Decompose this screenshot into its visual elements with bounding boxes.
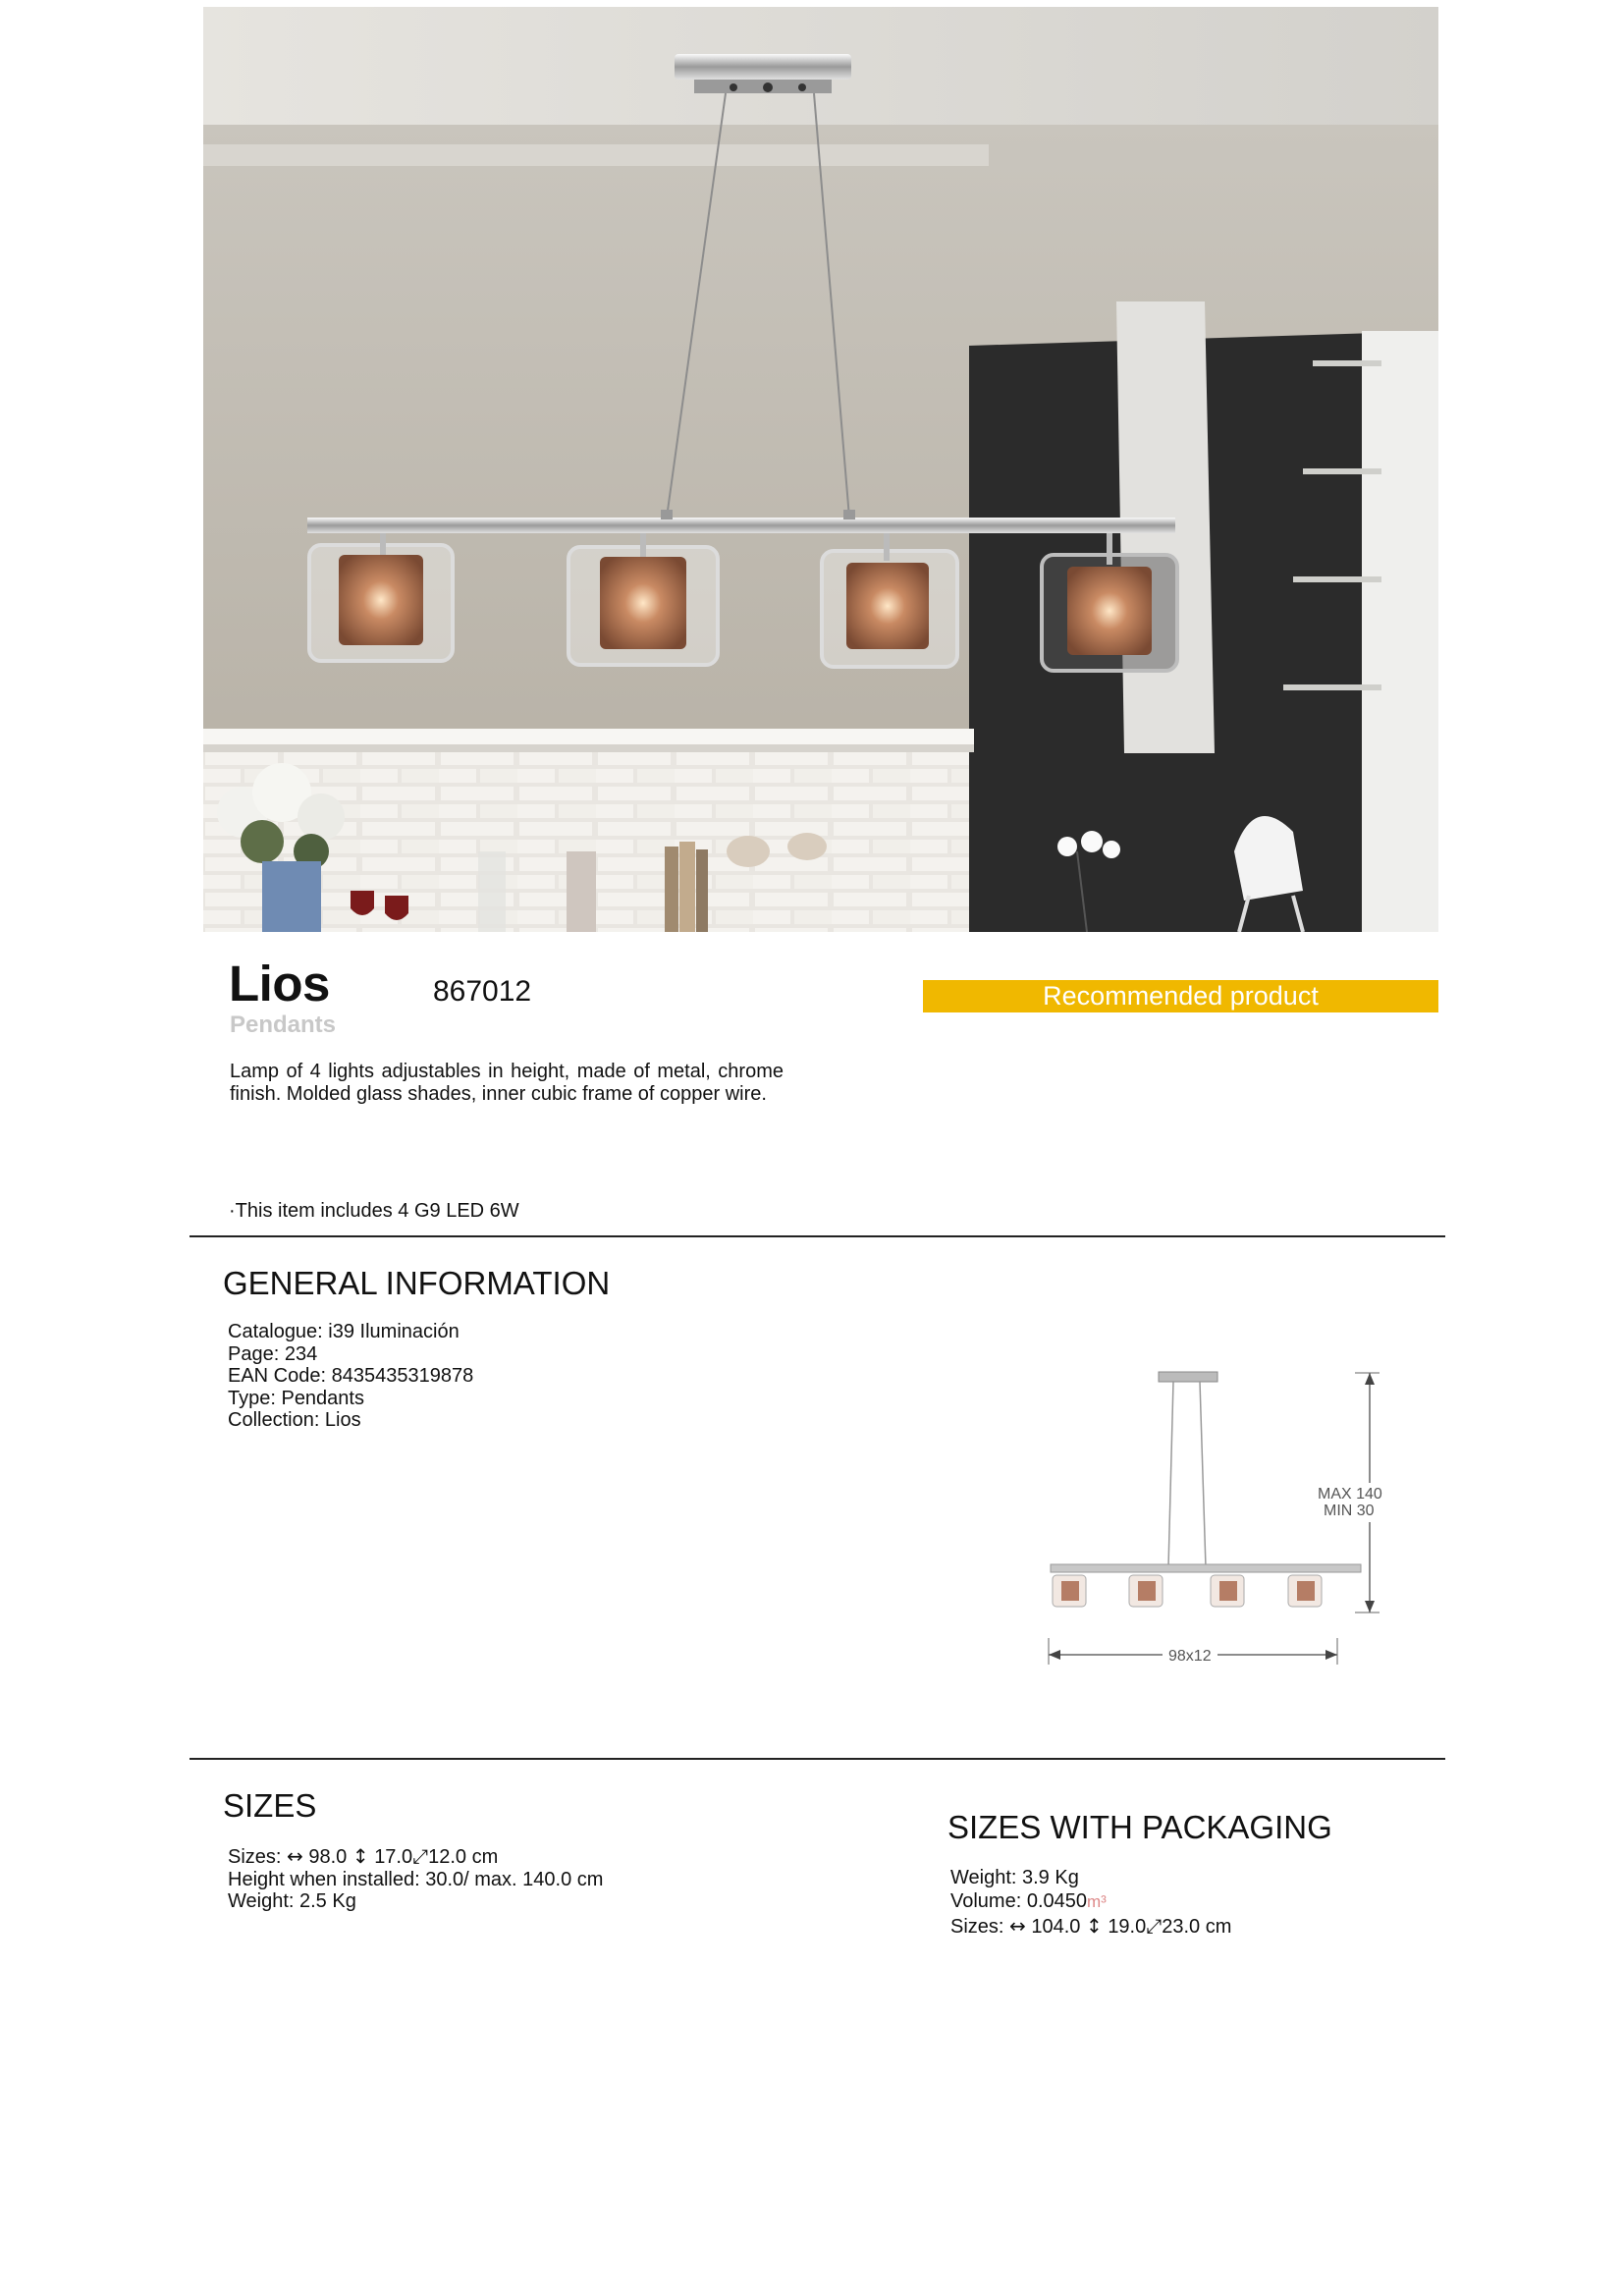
page-line: Page: 234 xyxy=(228,1342,318,1365)
product-name: Lios xyxy=(229,956,330,1011)
installed-height-line: Height when installed: 30.0/ max. 140.0 cm xyxy=(228,1868,604,1890)
height-value: 19.0 xyxy=(1108,1916,1147,1938)
width-depth-label: 98x12 xyxy=(1168,1648,1212,1665)
collection-line: Collection: Lios xyxy=(228,1409,361,1431)
packaging-sizes-line xyxy=(950,1914,1231,1939)
packaging-weight-line: Weight: 3.9 Kg xyxy=(950,1867,1079,1888)
catalogue-line: Catalogue: i39 Iluminación xyxy=(228,1321,460,1342)
product-code: 867012 xyxy=(433,975,532,1008)
product-description: Lamp of 4 lights adjustables in height, made of metal, chrome finish. Molded glass shades, inner cubic frame of copper wire. xyxy=(230,1061,784,1105)
product-category: Pendants xyxy=(230,1011,337,1038)
packaging-list xyxy=(950,1866,1231,1939)
sizes-label: Sizes: xyxy=(228,1846,282,1868)
width-value: 98.0 xyxy=(308,1846,348,1868)
volume-value: Volume: 0.0450 xyxy=(950,1890,1087,1912)
volume-unit: m³ xyxy=(1087,1892,1107,1911)
horizontal-arrow-icon: ↔ xyxy=(287,1844,303,1868)
packaging-heading: SIZES WITH PACKAGING xyxy=(947,1809,1332,1845)
vertical-arrow-icon: ↕ xyxy=(352,1844,369,1868)
diagonal-arrow-icon: ⤢ xyxy=(412,1844,429,1868)
max-height-label: MAX 140 xyxy=(1318,1486,1382,1503)
divider xyxy=(189,1758,1445,1760)
divider xyxy=(189,1235,1445,1237)
sizes-list xyxy=(228,1845,603,1913)
width-value: 104.0 xyxy=(1031,1916,1081,1938)
type-line: Type: Pendants xyxy=(228,1387,364,1409)
dimension-drawing xyxy=(1031,1345,1404,1669)
ean-code-line: EAN Code: 8435435319878 xyxy=(228,1365,474,1387)
vertical-arrow-icon: ↕ xyxy=(1085,1914,1103,1938)
recommended-badge: Recommended product xyxy=(923,980,1438,1012)
diagonal-arrow-icon: ⤢ xyxy=(1146,1914,1163,1938)
depth-value: 23.0 cm xyxy=(1162,1916,1232,1938)
weight-line: Weight: 2.5 Kg xyxy=(228,1890,356,1912)
general-info-list xyxy=(228,1321,473,1432)
included-items-note: ·This item includes 4 G9 LED 6W xyxy=(229,1200,519,1222)
packaging-volume-line xyxy=(950,1889,1231,1914)
general-info-heading: GENERAL INFORMATION xyxy=(223,1265,611,1301)
min-height-label: MIN 30 xyxy=(1324,1503,1375,1519)
depth-value: 12.0 cm xyxy=(428,1846,499,1868)
sizes-heading: SIZES xyxy=(223,1787,317,1824)
horizontal-arrow-icon: ↔ xyxy=(1009,1914,1026,1938)
sizes-line xyxy=(228,1845,603,1869)
sizes-label: Sizes: xyxy=(950,1916,1004,1938)
height-value: 17.0 xyxy=(374,1846,413,1868)
product-photo xyxy=(203,7,1438,932)
